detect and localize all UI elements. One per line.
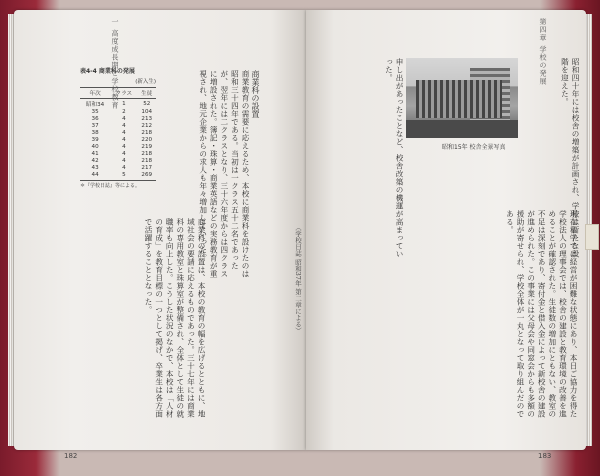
- table-cell: 213: [141, 115, 153, 122]
- body-text-lower: 商業科の設置は、本校の教育の幅を広げるとともに、地域社会の要請に応えるものであった。三十七年には商業科の専用教室と珠算室が整備され、全体として生徒の就職率も向上した。こうした状況のなかで、本校は「人材の育成」を教育目標の一つとして掲げ、卒業生は各方面で活躍することとなった。: [144, 218, 206, 418]
- table-cell: 44: [91, 171, 99, 178]
- table-row: [80, 129, 156, 136]
- table-cell: 219: [141, 143, 153, 150]
- table-cell: 4: [122, 157, 126, 164]
- table-header: 年次: [80, 88, 110, 99]
- table-row: [80, 150, 156, 157]
- table-cell: 104: [141, 108, 153, 115]
- table-cell: 4: [122, 115, 126, 122]
- page-number-right: 183: [538, 452, 552, 460]
- table-row: [80, 115, 156, 122]
- data-table: [80, 66, 156, 189]
- table-row: [80, 171, 156, 178]
- table-cell: 36: [91, 115, 99, 122]
- bookmark-ribbon: [585, 224, 599, 250]
- table-cell: 42: [91, 157, 99, 164]
- table-header-row: [80, 88, 156, 99]
- running-head-right: 第四章 学校の発展: [539, 18, 547, 86]
- table: [80, 87, 156, 178]
- table-cell: 37: [91, 122, 99, 129]
- body-text-upper: 商業教育の需要に応えるため、本校に商業科を設けたのは昭和三十四年である。当初は一クラス五十二名であったが、翌年には二クラスとなり、三十六年度からは四クラスに増設された。簿記・珠算・商業英語などの実務教育が重視され、地元企業からの求人も年々増加していった。: [198, 70, 250, 278]
- table-header: クラス: [110, 88, 137, 99]
- table-cell: 38: [91, 129, 99, 136]
- body-text-upper-left: 申し出があったことなど、校舎改築の機運が高まっていった。: [384, 58, 404, 258]
- table-subtitle: (新入生): [135, 79, 156, 85]
- table-row: [80, 108, 156, 115]
- table-row: [80, 157, 156, 164]
- right-page: [306, 10, 586, 460]
- table-cell: 220: [141, 136, 153, 143]
- table-cell: 218: [141, 150, 153, 157]
- ground: [406, 120, 518, 138]
- table-title: 表4-4 商業科の発展: [80, 68, 135, 75]
- table-row: [80, 143, 156, 150]
- citation: （学校日誌 昭和37年 第二章による）: [294, 224, 302, 334]
- table-cell: 5: [122, 171, 126, 178]
- table-cell: 218: [141, 157, 153, 164]
- photo-caption: 昭和15年 校舎全景写真: [442, 144, 506, 151]
- table-cell: 52: [143, 100, 151, 107]
- table-cell: 4: [122, 122, 126, 129]
- body-text-upper-right: 昭和四十年には校舎の増築が計画され、学校は新たな段階を迎えた。: [560, 58, 580, 258]
- table-cell: 4: [122, 136, 126, 143]
- table-cell: 4: [122, 164, 126, 171]
- section-heading: 商業科の設置: [251, 70, 260, 118]
- table-cell: 35: [91, 108, 99, 115]
- table-cell: 昭和34: [85, 101, 105, 108]
- table-cell: 41: [91, 150, 99, 157]
- table-note: ＊『学校日誌』等による。: [80, 180, 156, 189]
- running-head-left: 一 高度成長期と学校教育: [111, 18, 119, 110]
- table-cell: 43: [91, 164, 99, 171]
- table-cell: 2: [122, 108, 126, 115]
- school-building-photo: [406, 58, 518, 138]
- table-cell: 217: [141, 164, 153, 171]
- table-cell: 212: [141, 122, 153, 129]
- table-cell: 4: [122, 150, 126, 157]
- body-text-lower: 現在私学では経営が困難な状態にあり、本日ご協力を得た学校法人の理事会では、校舎の建設と教育環境の改善を進めることが確認された。生徒数の増加にともない、教室の不足は深刻であり、寄付金と借入金によって新校舎の建設が進められた。この事業には父母会や同窓会からも多額の援助が寄せられ、学校全体が一丸となって取り組んだのである。: [505, 210, 578, 418]
- table-cell: 4: [122, 129, 126, 136]
- table-cell: 218: [141, 129, 153, 136]
- table-cell: 269: [141, 171, 153, 178]
- left-page: [14, 10, 306, 460]
- table-row: [80, 136, 156, 143]
- table-header: 生徒: [138, 88, 156, 99]
- table-cell: 4: [122, 143, 126, 150]
- table-row: [80, 164, 156, 171]
- building-block: [416, 80, 502, 118]
- table-cell: 40: [91, 143, 99, 150]
- table-row: [80, 99, 156, 109]
- table-cell: 1: [122, 100, 126, 107]
- page-number-left: 182: [64, 452, 78, 460]
- table-row: [80, 122, 156, 129]
- table-cell: 39: [91, 136, 99, 143]
